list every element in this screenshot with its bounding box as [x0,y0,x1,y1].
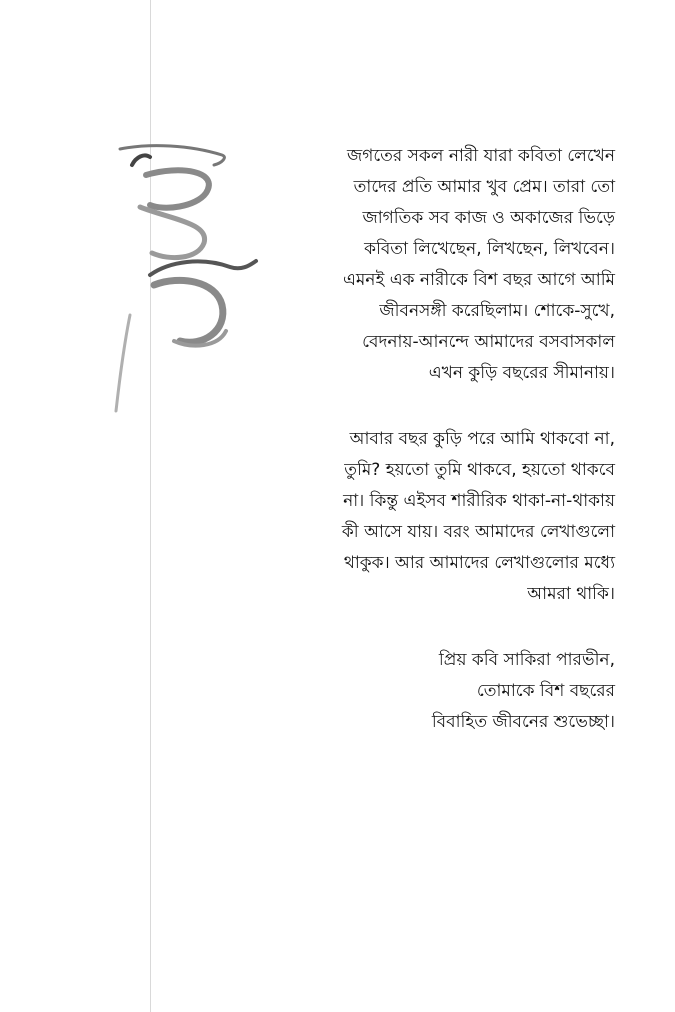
poem-line: বেদনায়-আনন্দে আমাদের বসবাসকাল [362,332,615,352]
poem-line: জীবনসঙ্গী করেছিলাম। শোকে-সুখে, [379,301,615,321]
poem-line: আমরা থাকি। [527,584,615,604]
poem-line: জাগতিক সব কাজ ও অকাজের ভিড়ে [362,208,615,228]
poem-line: কবিতা লিখেছেন, লিখছেন, লিখবেন। [364,239,615,259]
dedication-line: তোমাকে বিশ বছরের [476,681,615,701]
poem-dedication-text [290,141,615,773]
poem-line: জগতের সকল নারী যারা কবিতা লেখেন [346,146,615,166]
poem-line: আবার বছর কুড়ি পরে আমি থাকবো না, [349,429,615,449]
stanza-3-dedication [290,645,615,738]
poem-line: এমনই এক নারীকে বিশ বছর আগে আমি [342,270,615,290]
stanza-2 [290,424,615,610]
poem-line: তাদের প্রতি আমার খুব প্রেম। তারা তো [353,177,615,197]
poem-line: তুমি? হয়তো তুমি থাকবে, হয়তো থাকবে [344,460,615,480]
dedication-line: বিবাহিত জীবনের শুভেচ্ছা। [431,712,615,732]
poem-line: থাকুক। আর আমাদের লেখাগুলোর মধ্যে [343,553,615,573]
poem-line: না। কিন্তু এইসব শারীরিক থাকা-না-থাকায় [343,491,615,511]
poem-line: এখন কুড়ি বছরের সীমানায়। [428,363,615,383]
brush-calligraphy-icon [110,135,260,420]
poem-line: কী আসে যায়। বরং আমাদের লেখাগুলো [341,522,615,542]
stanza-1 [290,141,615,389]
dedication-line: প্রিয় কবি সাকিরা পারভীন, [438,650,615,670]
